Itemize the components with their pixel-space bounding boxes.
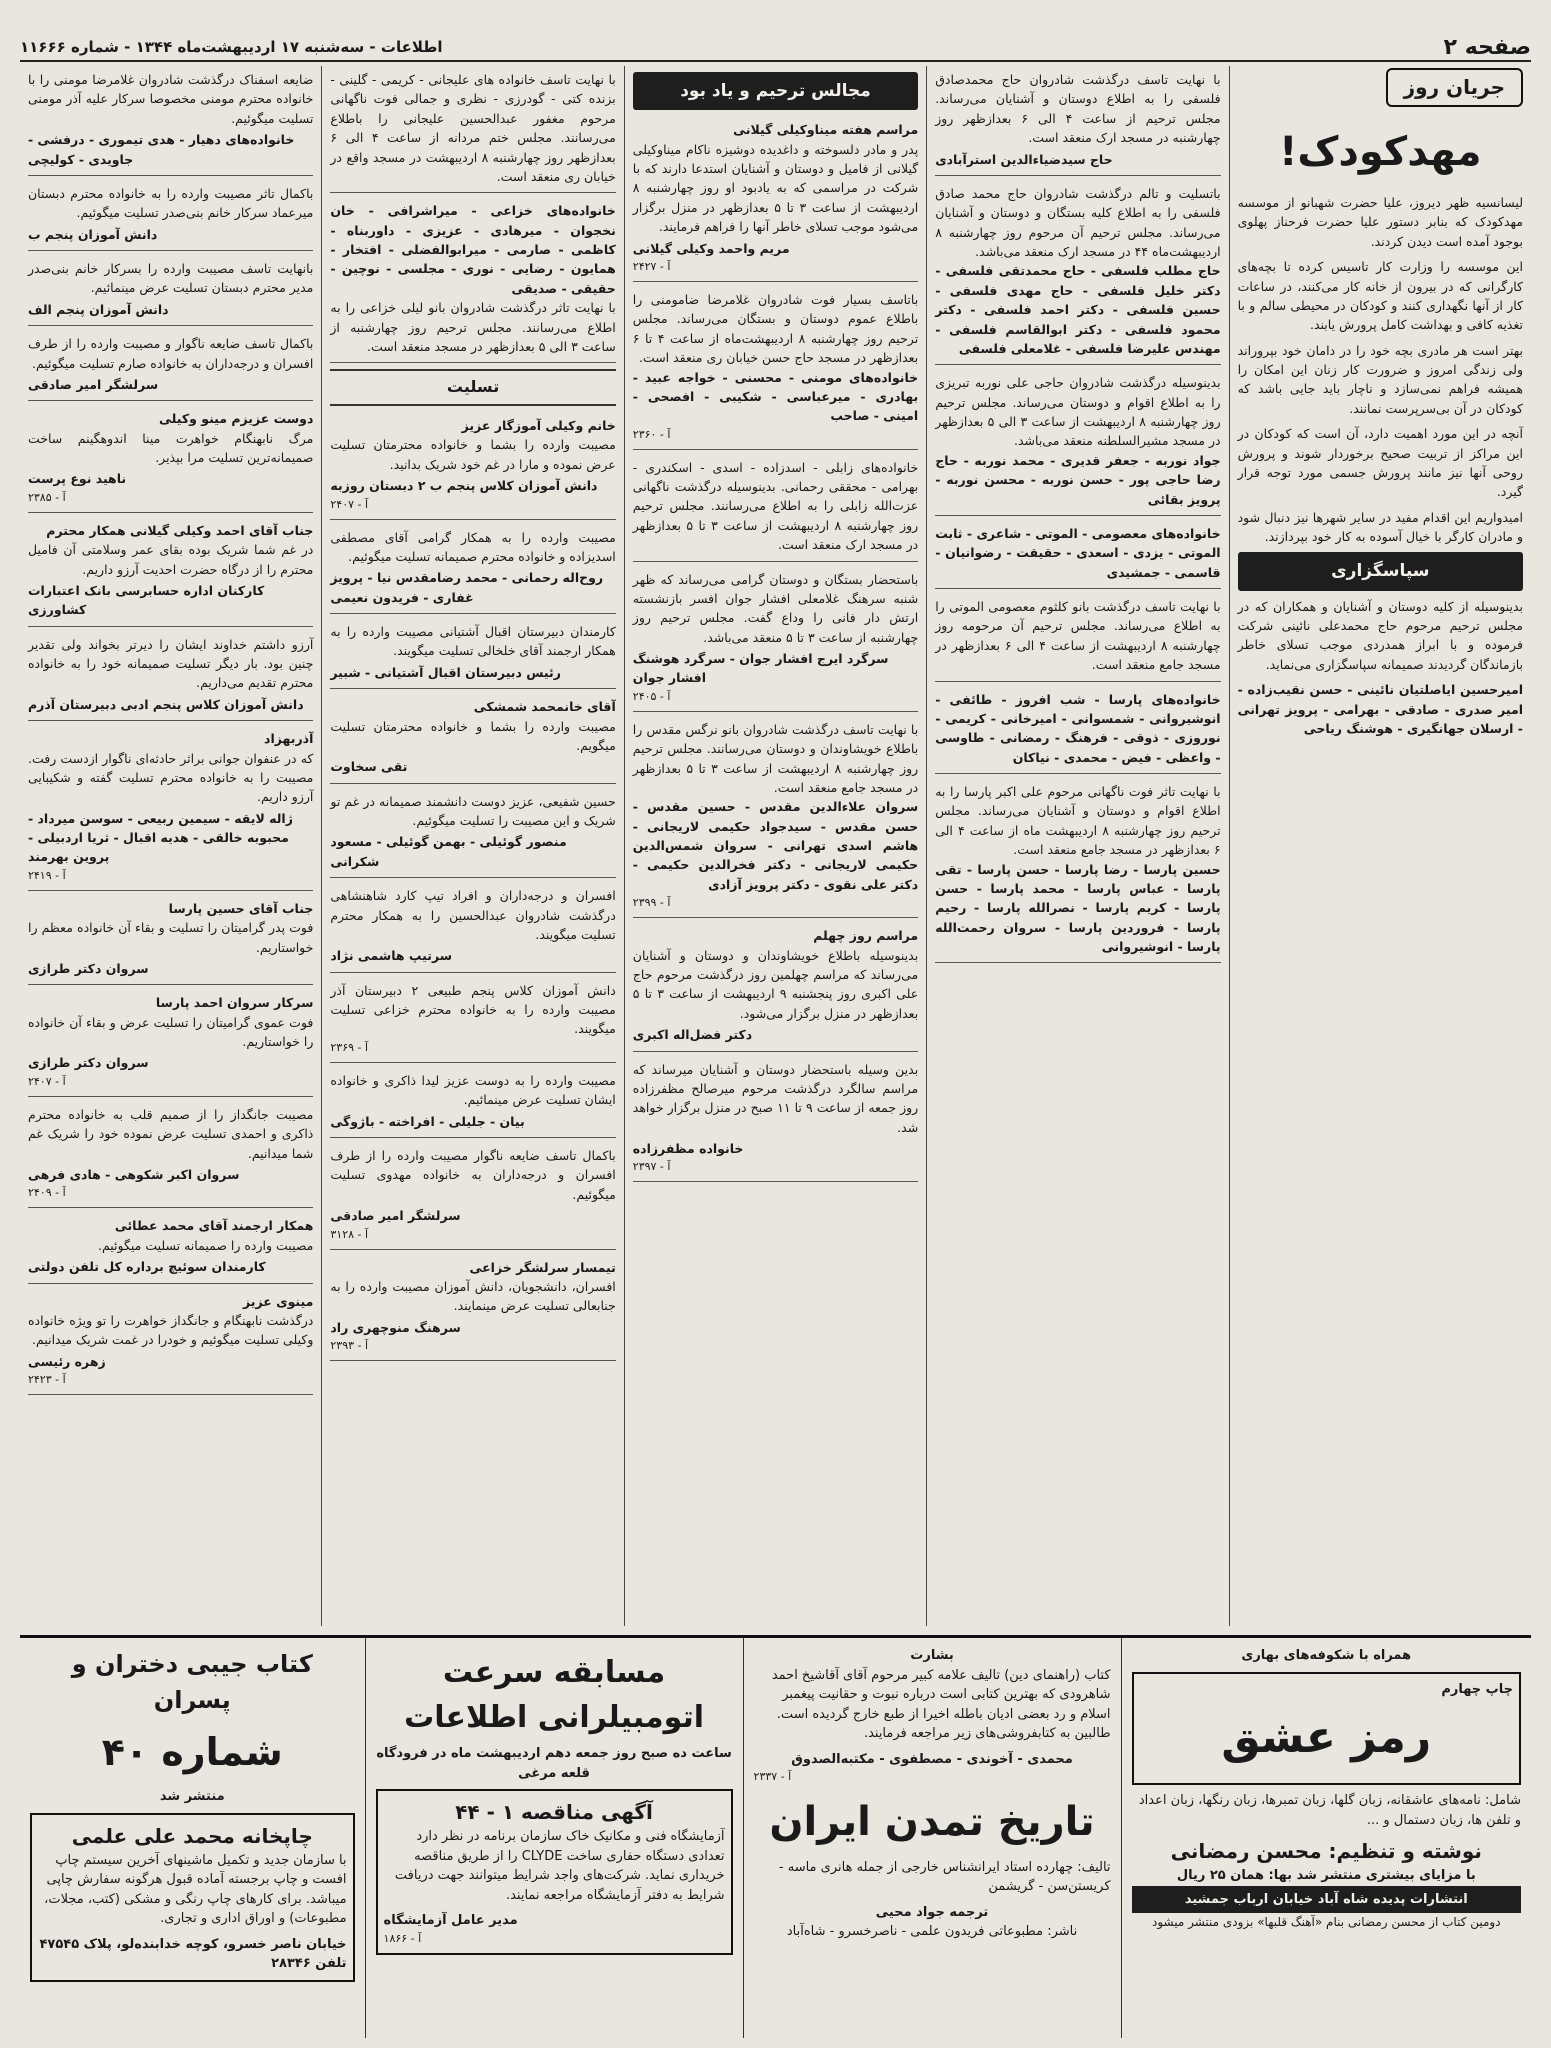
- ad-code: آ - ۳۱۲۸: [330, 1227, 369, 1241]
- notice-signature: دکتر فضل‌اله اکبری: [632, 1027, 753, 1043]
- condolence-title: جناب آقای حسین پارسا: [168, 900, 314, 916]
- advertisements: [20, 1635, 1531, 2038]
- ad-status: منتشر شد: [159, 1789, 225, 1804]
- condolence: [28, 1288, 313, 1396]
- notice-text: با نهایت تاثر درگذشت شادروان بانو لیلی خزاعی را به اطلاع می‌رسانند. مجلس ترحیم روز چهارشنبه از ساعت ۳ الی ۵ بعدازظهر در مسجد منعقد است.: [330, 300, 616, 354]
- condolence-text: بانهایت تاسف مصیبت وارده را بسرکار خانم بنی‌صدر مدیر محترم دبستان تسلیت عرض مینمائیم.: [27, 261, 314, 296]
- notice: [330, 197, 615, 363]
- condolence: [330, 693, 615, 784]
- page-number: صفحه ۲: [1443, 34, 1531, 60]
- ad-code: آ - ۲۴۰۵: [632, 689, 671, 703]
- condolence: [28, 1212, 313, 1283]
- condolence-text: افسران، دانشجویان، دانش آموزان مصیبت وارده را به جنابعالی تسلیت عرض مینمایند.: [330, 1278, 616, 1314]
- condolence-signature: بیان - جلیلی - افراخته - باژوگی: [330, 1113, 525, 1129]
- tender-text: آزمایشگاه فنی و مکانیک خاک سازمان برنامه در نظر دارد تعدادی دستگاه حفاری ساخت CLYDE را از طریق مناقصه خریداری نماید. شرکت‌های واجد شرایط میتوانند جهت دریافت شرایط به دفتر آزمایشگاه مراجعه نمایند.: [394, 1829, 725, 1903]
- condolence-title: جناب آقای احمد وکیلی گیلانی همکار محترم: [46, 522, 314, 538]
- condolence-signature: دانش آموزان کلاس پنجم ب ۲ دبستان روزبه: [330, 478, 598, 494]
- ad-code: آ - ۱۸۶۶: [383, 1931, 422, 1945]
- condolence-signature: زهره رئیسی: [27, 1353, 106, 1369]
- ad-subtitle: تالیف: چهارده استاد ایرانشناس خارجی از جمله هانری ماسه - کریستن‌سن - گریشمن: [778, 1859, 1111, 1894]
- condolence-signature: کارمندان سوئیچ برداره کل تلفن دولتی: [27, 1259, 266, 1275]
- memorials-banner: مجالس ترحیم و یاد بود: [633, 72, 918, 110]
- notice-names: سروان علاءالدین مقدس - حسین مقدس - حسن مقدس - سیدجواد حکیمی لاریجانی - هاشم اسدی تهرانی - سروان شمس‌الدین حکیمی لاریجانی - دکتر فخرالدین حکیمی - دکتر علی نقوی - دکتر پرویز آزادی: [632, 799, 919, 892]
- notice-text: با نهایت تاسف درگذشت شادروان حاج محمدصادق فلسفی را به اطلاع دوستان و آشنایان می‌رساند. مجلس ترحیم از ساعت ۴ الی ۶ بعدازظهر روز چهارشنبه در مسجد ارک منعقد است.: [935, 72, 1221, 146]
- column-editorial: [1229, 66, 1531, 1626]
- condolence-text: حسین شفیعی، عزیز دوست دانشمند صمیمانه در غم تو شریک و این مصیبت را تسلیت میگوئیم.: [330, 793, 616, 829]
- thanks-names: امیرحسین ایاصلتیان نائینی - حسن نقیب‌زاده - امیر صدری - صادقی - بهرامی - پرویز تهرانی - ارسلان جهانگیری - هوشنگ ریاحی: [1237, 682, 1523, 736]
- ad-code: آ - ۲۴۲۷: [632, 259, 671, 273]
- print-shop-name: چاپخانه محمد علی علمی: [71, 1823, 313, 1848]
- notice: [935, 180, 1220, 365]
- notice-text: بدینوسیله باطلاع خویشاوندان و دوستان و آشنایان می‌رساند که مراسم چهلمین روز درگذشت مرحوم حاج علی اکبری روز پنجشنبه ۹ اردیبهشت از ساعت ۳ تا ۵ بعدازظهر در منزل برگزار می‌شود.: [632, 947, 919, 1021]
- ad-code: آ - ۲۴۰۷: [330, 497, 369, 511]
- ad-note: دومین کتاب از محسن رمضانی بنام «آهنگ قلبها» بزودی منتشر میشود: [1151, 1915, 1501, 1929]
- condolence: [28, 517, 313, 627]
- notice: با نهایت تاسف درگذشت بانو کلثوم معصومی الموتی را به اطلاع می‌رساند. مجلس ترحیم آن مرحومه روز چهارشنبه ۸ اردیبهشت از ساعت ۴ الی ۶ بعدازظهر در مسجد جامع منعقد است.: [935, 593, 1220, 682]
- notice-names: حاج مطلب فلسفی - حاج محمدتقی فلسفی - دکتر خلیل فلسفی - حاج مهدی فلسفی - حسین فلسفی - دکتر احمد فلسفی - دکتر محمود فلسفی - دکتر ابوالقاسم فلسفی - مهندس علیرضا فلسفی - غلامعلی فلسفی: [935, 263, 1221, 356]
- condolence-text: مصیبت وارده را بشما و خانواده محترمتان تسلیت میگویم.: [330, 718, 616, 753]
- condolence-signature: سرتیپ هاشمی نژاد: [330, 948, 453, 964]
- condolence-signature: سرلشگر امیر صادقی: [27, 376, 159, 392]
- condolence-title: همکار ارجمند آقای محمد عطائی: [114, 1218, 314, 1234]
- tender-notice: [376, 1789, 733, 1955]
- notice-text: باتسلیت و تالم درگذشت شادروان حاج محمد صادق فلسفی را به اطلاع کلیه بستگان و دوستان و آشنایان می‌رساند. مجلس ترحیم آن مرحوم روز چهارشنبه ۸ اردیبهشت‌ماه ۴۴ در مسجد ارک منعقد می‌باشد.: [935, 185, 1221, 259]
- condolence-title: خانم وکیلی آموزگار عزیز: [461, 418, 616, 434]
- condolence: [330, 882, 615, 973]
- ad-code: آ - ۲۳۹۹: [632, 896, 671, 910]
- condolence-text: آرزو داشتم خداوند ایشان را دیرتر بخواند ولی تقدیر چنین بود. بار دیگر تسلیت صمیمانه خود را به خانواده محترم تقدیم می‌داریم.: [27, 636, 314, 691]
- columns: [20, 66, 1531, 1626]
- notice-signature: خانواده مظفرزاده: [632, 1141, 744, 1157]
- notice-families: خانواده‌های پارسا - شب افروز - طائفی - انوشیروانی - شمسوانی - امیرخانی - کریمی - نوروزی - ذوقی - فرهنگ - رمضانی - طاوسی - واعظی - فیض - محمدی - نیاکان: [935, 686, 1220, 775]
- ad-code: آ - ۲۳۹۷: [632, 1160, 671, 1174]
- notice-signature: مریم واحمد وکیلی گیلانی: [632, 240, 790, 256]
- condolence-title: مینوی عزیز: [243, 1293, 314, 1309]
- condolence-signature: دانش آموزان کلاس پنجم ادبی دبیرستان آذرم: [27, 696, 304, 712]
- condolence: [28, 330, 313, 401]
- condolence-text: کارمندان دبیرستان اقبال آشتیانی مصیبت وارده را به همکار ارجمند آقای خلخالی تسلیت میگویند.: [330, 624, 616, 659]
- column-condolences-2: [20, 66, 321, 1626]
- tender-signature: مدیر عامل آزمایشگاه: [383, 1913, 518, 1928]
- notice-names: جواد نوربه - جعفر قدیری - محمد نوربه - حاج رضا حاجی پور - حسن نوربه - محسن نوربه - پرویز بقائی: [935, 452, 1221, 507]
- condolence-text: مصیبت وارده را به همکار گرامی آقای مصطفی اسدیزاده و خانواده محترم صمیمانه تسلیت میگوئیم.: [330, 529, 616, 564]
- ad-pocket-book: [20, 1638, 365, 2038]
- condolence: [330, 524, 615, 615]
- column-memorials: [624, 66, 926, 1626]
- condolence-signature: دانش آموزان پنجم ب: [27, 226, 158, 242]
- thanks-banner: سپاسگزاری: [1238, 552, 1523, 590]
- condolence-signature: رئیس دبیرستان اقبال آشتیانی - شبیر: [330, 664, 561, 680]
- condolence-text: باکمال تاسف ضایعه ناگوار و مصیبت وارده را از طرف افسران و درجه‌داران به خانواده صارم تسلیت میگوئیم.: [27, 336, 314, 371]
- print-shop-phone: تلفن ۲۸۳۴۶: [271, 1956, 347, 1971]
- ad-book-ramz-eshgh: [1121, 1638, 1531, 2038]
- condolence: [330, 412, 615, 520]
- ad-author: نوشته و تنظیم: محسن رمضانی: [1170, 1839, 1482, 1863]
- notice: [633, 1056, 918, 1183]
- paragraph: آنچه در این مورد اهمیت دارد، آن است که کودکان در این مراکز از تربیت صحیح برخوردار شوند و پرورش روحی آنها نیز مانند پرورش جسمی مورد توجه قرار گیرد.: [1237, 426, 1523, 500]
- condolence-signature: سروان اکبر شکوهی - هادی فرهی: [27, 1167, 240, 1183]
- ad-heading: بشارت: [910, 1648, 954, 1663]
- ad-title: مسابقه سرعت اتومبیلرانی اطلاعات: [404, 1655, 704, 1735]
- notice-title: مراسم هفته میناوکیلی گیلانی: [733, 122, 919, 138]
- condolence-text: ضایعه اسفناک درگذشت شادروان غلامرضا مومنی را با خانواده محترم مومنی مخصوصا سرکار علیه آذر مومنی تسلیت میگوئیم.: [27, 72, 314, 126]
- ad-code: آ - ۲۳۸۵: [27, 490, 66, 504]
- ad-edition: چاپ چهارم: [1441, 1681, 1513, 1697]
- condolence-text: فوت عموی گرامیتان را تسلیت عرض و بقاء آن خانواده را خواستاریم.: [27, 1014, 314, 1050]
- condolence-title: آذربهزاد: [264, 731, 314, 747]
- condolence: [330, 1254, 615, 1362]
- print-shop-box: [30, 1813, 355, 1982]
- ad-code: آ - ۲۴۰۷: [27, 1074, 66, 1088]
- column-notices-2: [926, 66, 1228, 1626]
- notice-text: با نهایت تاثر فوت ناگهانی مرحوم علی اکبر پارسا را به اطلاع اقوام و دوستان و آشنایان می‌رساند. مجلس ترحیم روز چهارشنبه ۸ اردیبهشت ماه از ساعت ۴ الی ۶ بعدازظهر در مسجد جامع منعقد است.: [935, 784, 1221, 858]
- masthead: [20, 34, 1531, 62]
- condolence-text: مصیبت وارده را به دوست عزیز لیدا ذاکری و خانواده ایشان تسلیت عرض مینمائیم.: [330, 1072, 616, 1108]
- notice: خانواده‌های زابلی - اسدزاده - اسدی - اسکندری - بهرامی - محققی رحمانی. بدینوسیله درگذشت ناگهانی عزت‌الله زابلی را به اطلاع می‌رسانند. مجلس ترحیم روز چهارشنبه ۸ اردیبهشت از ساعت ۳ تا ۵ بعدازظهر در مسجد ارک منعقد است.: [633, 454, 918, 562]
- notice: [935, 778, 1220, 963]
- ad-price: با مزایای بیشتری منتشر شد بها: همان ۲۵ ریال: [1176, 1868, 1476, 1883]
- column-condolences: [321, 66, 623, 1626]
- condolence-banner: تسلیت: [330, 369, 615, 406]
- ad-code: آ - ۲۳۳۷: [753, 1770, 792, 1783]
- ad-publisher: انتشارات پدیده شاه آباد خیابان ارباب جمشید: [1132, 1886, 1521, 1914]
- condolence: [28, 1101, 313, 1209]
- condolence-text: در غم شما شریک بوده بقای عمر وسلامتی آن فامیل محترم را از درگاه حضرت احدیت آرزو داریم.: [27, 542, 314, 577]
- condolence-title: سرکار سروان احمد پارسا: [155, 995, 314, 1011]
- ad-book-tamadon: [743, 1638, 1121, 2038]
- headline: مهدکودک!: [1279, 129, 1482, 175]
- print-shop-address: خیابان ناصر خسرو، کوچه خدابنده‌لو، پلاک ۴۷۵۴۵: [39, 1936, 347, 1952]
- notice-signature: سرگرد ایرج افشار جوان - سرگرد هوشنگ افشار جوان: [632, 651, 889, 686]
- notice: [633, 566, 918, 712]
- condolence-signature: سروان دکتر طرازی: [27, 960, 149, 976]
- thanks-text: بدینوسیله از کلیه دوستان و آشنایان و همکاران که در مجلس ترحیم مرحوم حاج محمدعلی نائینی شرکت فرموده و با ابراز همدردی موجب تسلای خاطر بازماندگان گردیدند صمیمانه سپاسگزاری می‌نماید.: [1237, 598, 1523, 672]
- ad-car-race: [365, 1638, 743, 2038]
- condolence-signature: کارکنان اداره حسابرسی بانک اعتبارات کشاورزی: [27, 582, 265, 618]
- condolence-text: باکمال تاثر مصیبت وارده را به خانواده محترم دبستان میرعماد سرکار خانم بنی‌صدر تسلیت میگوئیم.: [27, 185, 314, 221]
- condolence-signature: منصور گوئیلی - بهمن گوئیلی - مسعود شکرانی: [330, 834, 567, 869]
- ad-code: آ - ۲۴۰۹: [27, 1186, 66, 1200]
- section-title: جریان روز: [1386, 68, 1523, 107]
- condolence-signature: تقی سخاوت: [330, 759, 408, 775]
- paragraph: این موسسه را وزارت کار تاسیس کرده تا بچه‌های کارگرانی که در بیرون از خانه کار می‌کنند، در ساعات کار از آنها نگهداری کنند و کودکان در محیطی سالم و با تغذیه کافی و بهداشت کامل پرورش یابند.: [1237, 259, 1523, 333]
- ad-code: آ - ۲۳۶۰: [632, 427, 671, 441]
- condolence-text: مصیبت وارده را بشما و خانواده محترمتان تسلیت عرض نموده و مارا در غم خود شریک بدانید.: [330, 437, 616, 472]
- condolence-signature: دانش آموزان پنجم الف: [27, 301, 169, 317]
- notice-names: خانواده‌های خزاعی - میراشرافی - خان نخجوان - میرهادی - عزیزی - داوربناه - کاظمی - صارمی - میرابوالفضلی - افتخار - همایون - رضایی - نوری - مجلسی - نوچین - حقیقی - صدیقی: [330, 203, 616, 296]
- condolence-text: که در عنفوان جوانی براثر حادثه‌ای ناگوار ازدست رفت. مصیبت را به خانواده محترم تسلیت گفته و شکیبایی آرزو داریم.: [27, 750, 314, 805]
- ad-code: آ - ۲۳۹۳: [330, 1339, 369, 1353]
- notice: [633, 922, 918, 1051]
- condolence: [330, 977, 615, 1063]
- notice-names: خانواده‌های مومنی - محسنی - خواجه عبید - بهادری - میرعباسی - شکیبی - افصحی - امینی - صاحب: [632, 369, 919, 424]
- notice: با نهایت تاسف خانواده های علیجانی - کریمی - گلینی - بزنده کتی - گودرزی - نظری و جمالی فوت ناگهانی مرحوم مغفور عبدالحسین علیجانی را باطلاع می‌رسانند. مجلس ختم مردانه از ساعت ۴ الی ۶ بعدازظهر روز چهارشنبه ۸ اردیبهشت در مسجد واقع در خیابان ری منعقد است.: [330, 66, 615, 193]
- condolence: [28, 989, 313, 1097]
- ad-title: کتاب جیبی دختران و پسران: [71, 1650, 313, 1714]
- condolence-title: دوست عزیزم مینو وکیلی: [158, 411, 314, 427]
- paragraph: لیسانسیه ظهر دیروز، علیا حضرت شهبانو از موسسه مهدکودک که بنابر دستور علیا حضرت فرحناز پهلوی بوجود آمده است دیدن کردند.: [1237, 195, 1523, 249]
- condolence-signature: ژاله لایقه - سیمین ربیعی - سوسن میرداد - محبوبه خالقی - هدیه اقبال - ثریا اردبیلی - پروین بهرمند: [27, 810, 293, 865]
- notice-text: پدر و مادر دلسوخته و داغدیده دوشیزه ناکام میناوکیلی گیلانی از فامیل و دوستان و آشنایان استدعا دارند که با شرکت در مراسمی که به یادبود او روز چهارشنبه ۸ اردیبهشت از ساعت ۳ تا ۵ بعدازظهر در منزل برگزار می‌شود موجب تسلای خاطر آنها را فراهم فرمایند.: [632, 141, 919, 235]
- condolence-title: آقای خانمحمد شمشکی: [473, 699, 616, 715]
- ad-subtitle: ساعت ده صبح روز جمعه دهم اردیبهشت ماه در فرودگاه قلعه مرغی: [376, 1746, 732, 1781]
- condolence-text: مرگ نابهنگام خواهرت مینا اندوهگینم ساخت صمیمانه‌ترین تسلیت مرا بپذیر.: [27, 430, 314, 465]
- ad-shops: محمدی - آخوندی - مصطفوی - مکتبه‌الصدوق: [791, 1751, 1073, 1767]
- notice-signature: حاج سیدضیاءالدین استرآبادی: [935, 151, 1113, 167]
- ad-text: شامل: نامه‌های عاشقانه، زبان گلها، زبان تمبرها، زبان رنگها، زبان اعداد و تلفن ها، زبان دستمال و ...: [1138, 1793, 1521, 1828]
- tender-title: آگهی مناقصه ۱ - ۴۴: [455, 1800, 653, 1824]
- ad-text: کتاب (راهنمای دین) تالیف علامه کبیر مرحوم آقای آقاشیخ احمد شاهرودی که بهترین کتابی است درباره نبوت و حقانیت پیغمبر اسلام و رد بعضی ادیان باطله اخیرا از طبع خارج گردیده است. طالبین به کتابفروشی‌های زیر مراجعه فرمایند.: [771, 1667, 1111, 1741]
- condolence-text: باکمال تاسف ضایعه ناگوار مصیبت وارده را از طرف افسران و درجه‌داران به خانواده مهدوی تسلیت میگوئیم.: [330, 1148, 616, 1202]
- paragraph: بهتر است هر مادری بچه خود را در دامان خود بپروراند ولی زندگی امروز و ضرورت کار زنان این امکان را همیشه فراهم نمی‌سازد و ناچار باید جایی باشد که کودکان در آن بی‌سرپرست نمانند.: [1237, 342, 1523, 416]
- condolence: [330, 618, 615, 689]
- condolence: [28, 66, 313, 176]
- notice: [633, 286, 918, 450]
- condolence-text: مصیبت جانگداز را از صمیم قلب به خانواده محترم ذاکری و احمدی تسلیت عرض نموده خود را شریک غم شما میدانیم.: [27, 1106, 314, 1161]
- ad-title: تاریخ تمدن ایران: [769, 1798, 1095, 1845]
- ad-code: آ - ۲۳۶۹: [330, 1040, 369, 1054]
- ad-title: رمز عشق: [1221, 1712, 1432, 1763]
- paragraph: امیدواریم این اقدام مفید در سایر شهرها نیز دنبال شود و مادران کارگر با خیال آسوده به کار خود بپردازند.: [1237, 509, 1523, 544]
- condolence: [28, 255, 313, 326]
- condolence: [330, 1142, 615, 1250]
- ad-code: آ - ۲۴۲۳: [27, 1373, 66, 1387]
- ad-issue-number: شماره ۴۰: [101, 1730, 283, 1774]
- condolence-signature: سروان دکتر طرازی: [27, 1055, 149, 1071]
- notice-text: بدین وسیله باستحضار دوستان و آشنایان میرساند که مراسم سالگرد درگذشت مرحوم میرصالح مظفرزاده روز جمعه از ساعت ۹ تا ۱۱ صبح در منزل برگزار خواهد شد.: [632, 1061, 919, 1135]
- condolence-signature: سرهنگ منوچهری راد: [330, 1319, 461, 1335]
- condolence: [330, 788, 615, 879]
- notice: [633, 716, 918, 918]
- condolence-text: افسران و درجه‌داران و افراد تیپ کارد شاهنشاهی درگذشت شادروان عبدالحسین را به همکار محترم تسلیت میگویند.: [330, 888, 616, 942]
- notice-text: با نهایت تاسف درگذشت شادروان بانو نرگس مقدس را باطلاع خویشاوندان و دوستان می‌رسانند. مجلس ترحیم روز چهارشنبه ۸ اردیبهشت از ساعت ۳ تا ۵ بعدازظهر در مسجد جامع منعقد است.: [632, 721, 919, 795]
- condolence: [28, 725, 313, 891]
- print-shop-text: با سازمان جدید و تکمیل ماشینهای آخرین سیستم چاپ افست و چاپ برجسته آماده قبول هرگونه سفارش چاپی میباشد. برای کارهای چاپ رنگی و مشکی (کتب، مجلات، مطبوعات) و اوراق اداری و تجاری.: [44, 1852, 347, 1926]
- notice: [633, 116, 918, 282]
- condolence-signature: روح‌اله رحمانی - محمد رضامقدس نیا - پرویز غفاری - فریدون نعیمی: [330, 570, 604, 605]
- condolence: [330, 1067, 615, 1138]
- notice-title: مراسم روز چهلم: [813, 928, 919, 944]
- notice-text: باستحضار بستگان و دوستان گرامی می‌رساند که ظهر شنبه سرهنگ غلامعلی افشار جوان افسر بازنشسته ارتش دار فانی را وداع گفت. مجلس ترحیم روز چهارشنبه از ساعت ۳ تا ۵ منعقد می‌باشد.: [632, 571, 919, 645]
- notice-families: خانواده‌های معصومی - الموتی - شاعری - ثابت الموتی - یزدی - اسعدی - حقیقت - رضوانیان - قاسمی - جمشیدی: [935, 520, 1220, 589]
- ad-code: آ - ۲۴۱۹: [27, 868, 66, 882]
- condolence: [28, 405, 313, 513]
- notice-names: حسین پارسا - رضا پارسا - حسن پارسا - تقی پارسا - عباس پارسا - محمد پارسا - حسن پارسا - کریم پارسا - نصرالله پارسا - رحیم پارسا - فروردین پارسا - سروان رحمت‌الله پارسا - انوشیروانی: [935, 861, 1221, 954]
- ad-translator: ترجمه جواد محیی: [875, 1904, 989, 1920]
- condolence-title: تیمسار سرلشگر خزاعی: [469, 1259, 616, 1275]
- condolence-text: دانش آموزان کلاس پنجم طبیعی ۲ دبیرستان آذر مصیبت وارده را به خانواده محترم خزاعی تسلیت میگویند.: [330, 982, 616, 1037]
- notice: [935, 369, 1220, 516]
- ad-publisher: ناشر: مطبوعاتی فریدون علمی - ناصرخسرو - شاه‌آباد: [786, 1924, 1078, 1939]
- condolence-text: فوت پدر گرامیتان را تسلیت و بقاء آن خانواده معظم را خواستاریم.: [27, 920, 314, 955]
- condolence: [28, 895, 313, 986]
- notice-text: باتاسف بسیار فوت شادروان غلامرضا ضامومنی را باطلاع عموم دوستان و بستگان می‌رساند. مجلس ترحیم روز چهارشنبه ۸ اردیبهشت‌ماه از ساعت ۴ تا ۶ بعدازظهر در مسجد حاج حسن خیابان ری منعقد است.: [632, 292, 919, 366]
- condolence: [28, 180, 313, 251]
- condolence-text: مصیبت وارده را صمیمانه تسلیت میگوئیم.: [97, 1237, 314, 1253]
- condolence-text: درگذشت نابهنگام و جانگداز خواهرت را تو ویژه خانواده وکیلی تسلیت میگوئیم و خودرا در غمت شریک میدانیم.: [27, 1312, 314, 1348]
- condolence-signature: سرلشگر امیر صادقی: [330, 1208, 461, 1224]
- ad-tagline: همراه با شکوفه‌های بهاری: [1241, 1648, 1412, 1663]
- condolence-signature: خانواده‌های دهیار - هدی تیموری - درفشی - جاویدی - کولیچی: [27, 132, 295, 167]
- notice-text: بدینوسیله درگذشت شادروان حاجی علی نوربه تبریزی را به اطلاع اقوام و دوستان می‌رساند. مجلس ترحیم روز چهارشنبه ۸ اردیبهشت از ساعت ۳ الی ۵ بعدازظهر در مسجد مشیرالسلطنه منعقد می‌باشد.: [935, 375, 1221, 449]
- condolence: [28, 631, 313, 722]
- notice: [935, 66, 1220, 176]
- issue-line: اطلاعات - سه‌شنبه ۱۷ اردیبهشت‌ماه ۱۳۴۴ - شماره ۱۱۶۶۶: [20, 38, 443, 56]
- ad-title-box: [1132, 1672, 1521, 1786]
- condolence-signature: ناهید نوع پرست: [27, 471, 127, 487]
